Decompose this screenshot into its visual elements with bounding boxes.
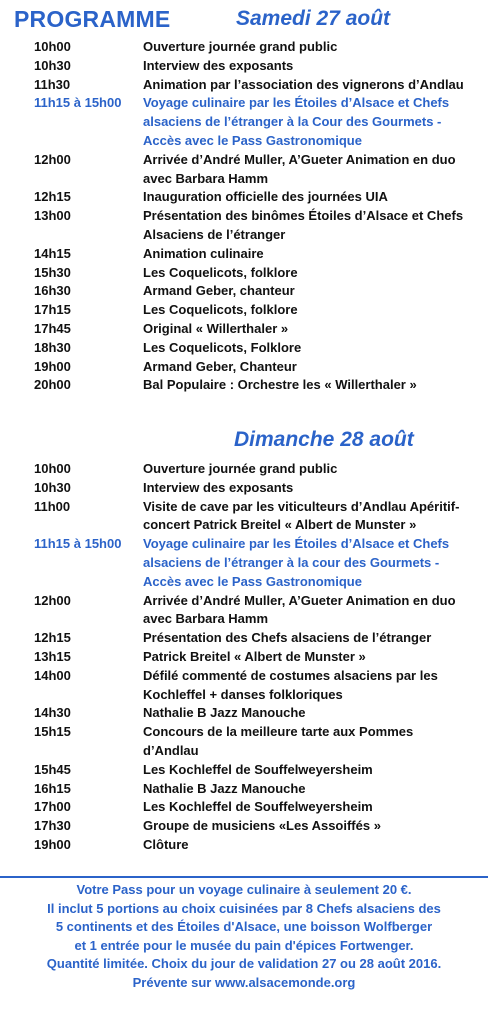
- schedule-event: Inauguration officielle des journées UIA: [143, 189, 388, 205]
- schedule-row: [34, 498, 464, 536]
- schedule-event: Nathalie B Jazz Manouche: [143, 705, 306, 721]
- schedule-row: [34, 57, 464, 76]
- schedule-row: [34, 301, 464, 320]
- schedule-time: 13h15: [34, 648, 71, 664]
- schedule-time: 13h00: [34, 208, 71, 224]
- schedule-time: 17h45: [34, 320, 71, 336]
- schedule-row: [34, 320, 464, 339]
- programme-title: PROGRAMME: [14, 6, 171, 32]
- schedule-event: Les Coquelicots, folklore: [143, 264, 298, 280]
- schedule-row: [34, 798, 464, 817]
- schedule-event: Armand Geber, chanteur: [143, 283, 295, 299]
- schedule-row: [34, 282, 464, 301]
- sunday-schedule: [34, 460, 464, 855]
- schedule-event: Défilé commenté de costumes alsaciens par les Kochleffel + danses folkloriques: [143, 667, 438, 702]
- schedule-time: 11h00: [34, 498, 71, 514]
- schedule-time: 17h15: [34, 302, 71, 318]
- schedule-event: Visite de cave par les viticulteurs d’Andlau Apéritif-concert Patrick Breitel « Albert de Munster »: [143, 498, 460, 533]
- schedule-row: [34, 704, 464, 723]
- schedule-row: [34, 535, 464, 591]
- schedule-row: [34, 188, 464, 207]
- saturday-title: Samedi 27 août: [236, 7, 391, 30]
- schedule-row: [34, 207, 464, 245]
- schedule-event: Arrivée d’André Muller, A’Gueter Animation en duo avec Barbara Hamm: [143, 592, 456, 627]
- schedule-row: [34, 264, 464, 283]
- schedule-time: 12h15: [34, 189, 71, 205]
- schedule-row: [34, 76, 464, 95]
- programme-header: [14, 6, 474, 40]
- schedule-row: [34, 817, 464, 836]
- schedule-time: 18h30: [34, 339, 71, 355]
- schedule-row: [34, 38, 464, 57]
- sunday-title: Dimanche 28 août: [234, 428, 414, 451]
- schedule-event: Nathalie B Jazz Manouche: [143, 780, 306, 796]
- schedule-time: 17h00: [34, 799, 71, 815]
- schedule-row: [34, 245, 464, 264]
- footer-line: Votre Pass pour un voyage culinaire à seulement 20 €.: [76, 882, 412, 897]
- schedule-time: 12h00: [34, 592, 71, 608]
- schedule-event: Animation par l’association des vignerons d’Andlau: [143, 76, 464, 92]
- schedule-event: Les Kochleffel de Souffelweyersheim: [143, 799, 373, 815]
- schedule-row: [34, 629, 464, 648]
- schedule-event: Bal Populaire : Orchestre les « Willerthaler »: [143, 377, 417, 393]
- schedule-time: 11h30: [34, 76, 71, 92]
- schedule-time: 16h15: [34, 780, 71, 796]
- footer-line: Prévente sur www.alsacemonde.org: [132, 974, 356, 990]
- schedule-row: [34, 94, 464, 150]
- schedule-event: Voyage culinaire par les Étoiles d’Alsace et Chefs alsaciens de l’étranger à la cour des Gourmets - Accès avec le Pass Gastronomique: [143, 536, 450, 589]
- schedule-event: Voyage culinaire par les Étoiles d’Alsace et Chefs alsaciens de l’étranger à la Cour des Gourmets - Accès avec le Pass Gastronomique: [143, 95, 450, 148]
- schedule-time: 11h15 à 15h00: [34, 536, 122, 552]
- schedule-time: 14h30: [34, 705, 71, 721]
- schedule-event: Interview des exposants: [143, 57, 294, 73]
- schedule-event: Armand Geber, Chanteur: [143, 358, 297, 374]
- schedule-event: Arrivée d’André Muller, A’Gueter Animation en duo avec Barbara Hamm: [143, 151, 456, 186]
- schedule-time: 15h45: [34, 761, 71, 777]
- schedule-row: [34, 151, 464, 189]
- footer-line: 5 continents et des Étoiles d'Alsace, une boisson Wolfberger: [55, 919, 433, 935]
- schedule-time: 12h15: [34, 630, 71, 646]
- schedule-time: 11h15 à 15h00: [34, 95, 122, 111]
- schedule-time: 14h15: [34, 245, 71, 261]
- schedule-event: Ouverture journée grand public: [143, 461, 338, 476]
- schedule-row: [34, 836, 464, 855]
- schedule-time: 10h30: [34, 479, 71, 495]
- schedule-time: 14h00: [34, 667, 71, 683]
- saturday-schedule: [34, 38, 464, 395]
- schedule-event: Original « Willerthaler »: [143, 320, 289, 336]
- footer-line: Il inclut 5 portions au choix cuisinées par 8 Chefs alsaciens des: [47, 900, 441, 916]
- schedule-event: Clôture: [143, 836, 189, 852]
- schedule-row: [34, 667, 464, 705]
- schedule-time: 19h00: [34, 836, 71, 852]
- schedule-time: 16h30: [34, 283, 71, 299]
- schedule-time: 10h00: [34, 461, 71, 476]
- schedule-row: [34, 358, 464, 377]
- footer-line: Quantité limitée. Choix du jour de validation 27 ou 28 août 2016.: [46, 956, 442, 972]
- footer-line: et 1 entrée pour le musée du pain d'épices Fortwenger.: [74, 937, 414, 953]
- schedule-row: [34, 479, 464, 498]
- schedule-row: [34, 592, 464, 630]
- schedule-event: Les Coquelicots, folklore: [143, 302, 298, 318]
- schedule-time: 19h00: [34, 358, 71, 374]
- schedule-time: 15h15: [34, 724, 71, 740]
- schedule-time: 10h00: [34, 39, 71, 54]
- schedule-event: Présentation des binômes Étoiles d’Alsace et Chefs Alsaciens de l’étranger: [143, 208, 464, 242]
- schedule-row: [34, 648, 464, 667]
- schedule-row: [34, 761, 464, 780]
- schedule-row: [34, 780, 464, 799]
- pass-info-footer: [0, 881, 488, 993]
- schedule-event: Présentation des Chefs alsaciens de l’étranger: [143, 630, 432, 646]
- schedule-time: 20h00: [34, 377, 71, 393]
- schedule-time: 12h00: [34, 151, 71, 167]
- schedule-event: Les Kochleffel de Souffelweyersheim: [143, 761, 373, 777]
- schedule-row: [34, 723, 464, 761]
- schedule-event: Animation culinaire: [143, 245, 264, 261]
- schedule-event: Groupe de musiciens «Les Assoiffés »: [143, 818, 381, 834]
- schedule-event: Concours de la meilleure tarte aux Pommes d’Andlau: [143, 724, 414, 758]
- footer-divider: [0, 876, 488, 878]
- schedule-time: 17h30: [34, 818, 71, 834]
- schedule-row: [34, 376, 464, 395]
- schedule-event: Les Coquelicots, Folklore: [143, 339, 302, 355]
- schedule-event: Patrick Breitel « Albert de Munster »: [143, 648, 366, 664]
- schedule-row: [34, 460, 464, 479]
- schedule-row: [34, 339, 464, 358]
- schedule-time: 15h30: [34, 264, 71, 280]
- schedule-event: Ouverture journée grand public: [143, 39, 338, 54]
- schedule-event: Interview des exposants: [143, 479, 294, 495]
- schedule-time: 10h30: [34, 57, 71, 73]
